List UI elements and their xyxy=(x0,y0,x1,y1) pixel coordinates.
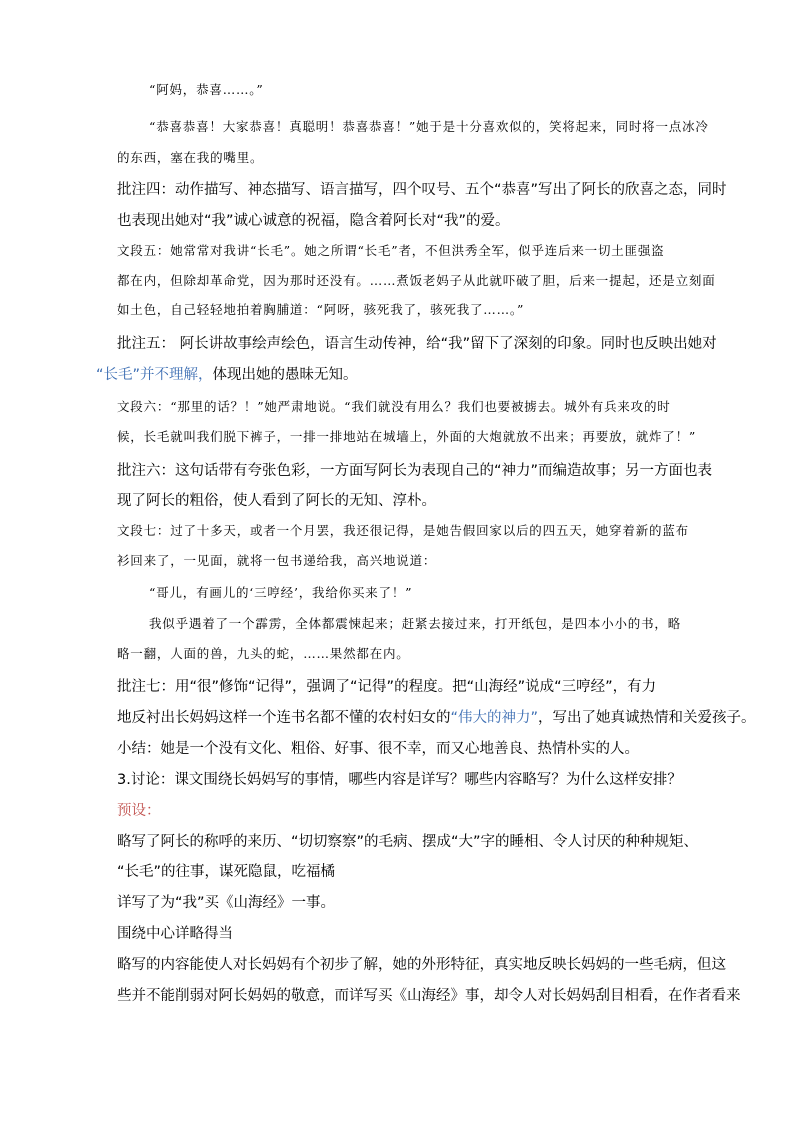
center-heading: 围绕中心详略得当 xyxy=(117,926,233,942)
analysis-line-1: 略写的内容能使人对长妈妈有个初步了解，她的外形特征，真实地反映长妈妈的一些毛病，但这 xyxy=(117,957,726,973)
quote-line-3: 的东西，塞在我的嘴里。 xyxy=(117,150,264,165)
passage-7-line-2: 衫回来了，一见面，就将一包书递给我，高兴地说道： xyxy=(117,553,437,568)
quote-line-1: “阿妈，恭喜……。” xyxy=(149,82,264,97)
annotation-7-tail: ，写出了她真诚热情和关爱孩子。 xyxy=(538,710,756,726)
annotation-5-tail: 体现出她的愚昧无知。 xyxy=(212,367,358,383)
discussion-question: 3.讨论：课文围绕长妈妈写的事情，哪些内容是详写？哪些内容略写？为什么这样安排？ xyxy=(117,772,682,788)
passage-7-line-1: 文段七：过了十多天，或者一个月罢，我还很记得，是她告假回家以后的四五天，她穿着新的蓝布 xyxy=(117,523,689,538)
annotation-7-lead: 地反衬出长妈妈这样一个连书名都不懂的农村妇女的 xyxy=(117,710,451,726)
passage-6-line-2: 候，长毛就叫我们脱下裤子，一排一排地站在城墙上，外面的大炮就放不出来；再要放，就炸了！” xyxy=(117,429,697,444)
annotation-5-line-1: 批注五： 阿长讲故事绘声绘色，语言生动传神，给“我”留下了深刻的印象。同时也反映出她对 xyxy=(117,336,717,352)
annotation-5-highlight: “长毛”并不理解， xyxy=(96,367,213,383)
annotation-4-line-2: 也表现出她对“我”诚心诚意的祝福，隐含着阿长对“我”的爱。 xyxy=(117,213,510,229)
passage-7-line-3: “哥儿，有画儿的‘三哼经’，我给你买来了！” xyxy=(149,585,413,600)
annotation-7-line-2 xyxy=(117,706,756,727)
summary-line: 小结：她是一个没有文化、粗俗、好事、很不幸，而又心地善良、热情朴实的人。 xyxy=(117,741,639,757)
passage-5-line-2: 都在内，但除却革命党，因为那时还没有。……煮饭老妈子从此就吓破了胆，后来一提起，还是立刻面 xyxy=(117,273,716,288)
preset-label: 预设： xyxy=(117,803,161,819)
passage-6-line-1: 文段六：“那里的话？！”她严肃地说。“我们就没有用么？我们也要被掳去。城外有兵来攻的时 xyxy=(117,399,671,414)
annotation-7-highlight: “伟大的神力” xyxy=(450,710,539,726)
brief-line-1: 略写了阿长的称呼的来历、“切切察察”的毛病、摆成“大”字的睡相、令人讨厌的种种规矩、 xyxy=(117,834,699,850)
passage-7-line-4: 我似乎遇着了一个霹雳，全体都震悚起来；赶紧去接过来，打开纸包，是四本小小的书，略 xyxy=(149,616,682,631)
annotation-4-line-1: 批注四：动作描写、神态描写、语言描写，四个叹号、五个“恭喜”写出了阿长的欣喜之态，同时 xyxy=(117,182,727,198)
passage-7-line-5: 略一翻，人面的兽，九头的蛇，……果然都在内。 xyxy=(117,646,410,661)
annotation-5-line-2 xyxy=(96,363,358,384)
annotation-7-line-1: 批注七：用“很”修饰“记得”，强调了“记得”的程度。把“山海经”说成“三哼经”，有力 xyxy=(117,679,657,695)
detail-line: 详写了为“我”买《山海经》一事。 xyxy=(117,895,336,911)
quote-line-2: “恭喜恭喜！大家恭喜！真聪明！恭喜恭喜！”她于是十分喜欢似的，笑将起来，同时将一点冰冷 xyxy=(149,119,709,134)
annotation-6-line-1: 批注六：这句话带有夸张色彩，一方面写阿长为表现自己的“神力”而编造故事；另一方面也表 xyxy=(117,463,713,479)
passage-5-line-3: 如土色，自己轻轻地拍着胸脯道：“阿呀，骇死我了，骇死我了……。” xyxy=(117,302,525,317)
annotation-6-line-2: 现了阿长的粗俗，使人看到了阿长的无知、淳朴。 xyxy=(117,493,436,509)
analysis-line-2: 些并不能削弱对阿长妈妈的敬意，而详写买《山海经》事，却令人对长妈妈刮目相看，在作者看来 xyxy=(117,988,741,1004)
passage-5-line-1: 文段五：她常常对我讲“长毛”。她之所谓“长毛”者，不但洪秀全军，似乎连后来一切土匪强盗 xyxy=(117,243,665,258)
brief-line-2: “长毛”的往事，谋死隐鼠，吃福橘 xyxy=(117,864,336,880)
